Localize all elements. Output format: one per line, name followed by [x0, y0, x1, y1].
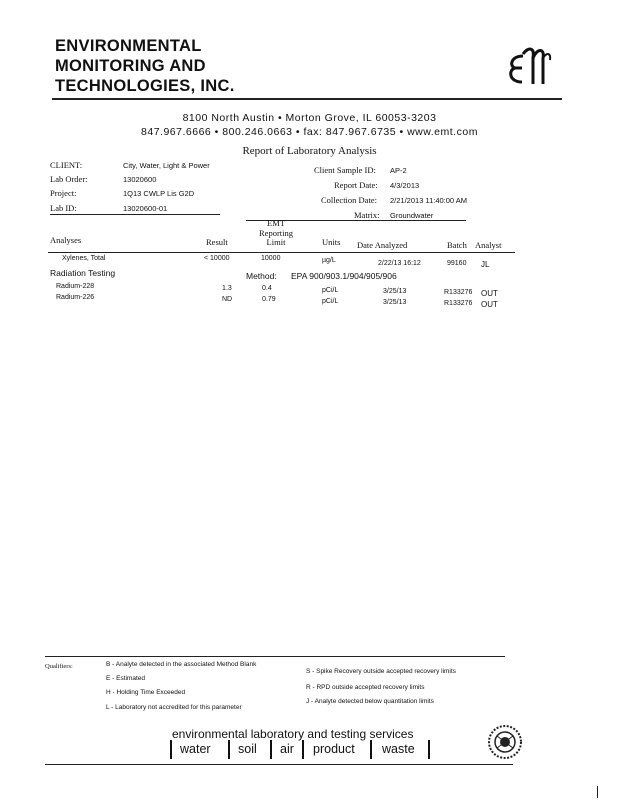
tab-divider — [170, 740, 172, 759]
footer-tab-air: air — [280, 742, 294, 756]
project-label: Project: — [50, 188, 77, 198]
col-header-limit-line-3: Limit — [266, 237, 286, 247]
col-header-analyst: Analyst — [475, 240, 502, 250]
lab-id-value: 13020600-01 — [123, 204, 168, 213]
footer-tagline: environmental laboratory and testing services — [172, 727, 414, 741]
lab-order-value: 13020600 — [123, 175, 157, 184]
qualifier-item: S - Spike Recovery outside accepted recovery limits — [306, 668, 456, 675]
row-units: pCi/L — [322, 298, 339, 305]
company-address: 8100 North Austin • Morton Grove, IL 60053-3203 — [182, 112, 437, 124]
row-analyst: JL — [481, 260, 490, 269]
row-units: pCi/L — [322, 287, 339, 294]
row-units: µg/L — [322, 257, 336, 264]
footer-tab-soil: soil — [238, 742, 257, 756]
table-row — [0, 255, 619, 267]
qualifier-item: H - Holding Time Exceeded — [106, 689, 186, 696]
row-analyst: OUT — [481, 289, 498, 298]
report-date-value: 4/3/2013 — [390, 181, 420, 190]
tab-divider — [302, 740, 304, 759]
row-name: Radium-226 — [56, 294, 95, 301]
matrix-value: Groundwater — [390, 211, 434, 220]
footer-tab-water: water — [180, 742, 211, 756]
tab-divider — [428, 740, 430, 759]
tab-divider — [270, 740, 272, 759]
section-heading: Radiation Testing — [50, 268, 116, 278]
header-rule — [52, 98, 562, 100]
row-result: 1.3 — [222, 285, 232, 292]
row-result: < 10000 — [204, 255, 230, 262]
client-value: City, Water, Light & Power — [123, 161, 210, 170]
col-header-units: Units — [322, 237, 341, 247]
emt-logo — [505, 44, 555, 92]
footer-rule — [45, 764, 513, 765]
lab-seal-icon — [487, 724, 523, 760]
qualifiers-rule — [45, 656, 505, 657]
lab-id-underline — [50, 214, 220, 215]
collection-date-value: 2/21/2013 11:40:00 AM — [390, 196, 468, 205]
row-date: 3/25/13 — [383, 288, 407, 295]
collection-date-label: Collection Date: — [321, 195, 377, 205]
row-limit: 10000 — [261, 255, 281, 262]
col-header-limit — [256, 219, 296, 248]
method-value: EPA 900/903.1/904/905/906 — [291, 271, 397, 281]
qualifier-item: J - Analyte detected below quantitation limits — [306, 698, 434, 705]
row-name: Radium-228 — [56, 283, 95, 290]
table-header-rule — [48, 252, 515, 253]
col-header-limit-line-2: Reporting — [259, 227, 293, 238]
report-title: Report of Laboratory Analysis — [242, 145, 377, 157]
company-name-line-2: MONITORING AND — [55, 57, 206, 75]
qualifier-item: R - RPD outside accepted recovery limits — [306, 684, 425, 691]
tab-divider — [370, 740, 372, 759]
method-label: Method: — [246, 271, 277, 281]
qualifiers-label: Qualifiers: — [45, 663, 73, 670]
col-header-date: Date Analyzed — [357, 240, 408, 250]
qualifier-item: E - Estimated — [106, 675, 146, 682]
qualifier-item: B - Analyte detected in the associated Method Blank — [106, 661, 257, 668]
company-phone: 847.967.6666 • 800.246.0663 • fax: 847.967.6735 • www.emt.com — [141, 126, 478, 138]
row-result: ND — [222, 296, 233, 303]
row-limit: 0.79 — [262, 296, 276, 303]
row-analyst: OUT — [481, 300, 498, 309]
report-date-label: Report Date: — [334, 180, 378, 190]
row-limit: 0.4 — [262, 285, 272, 292]
table-row — [0, 294, 619, 309]
row-date: 3/25/13 — [383, 299, 407, 306]
matrix-label: Matrix: — [354, 210, 380, 220]
scan-mark — [597, 786, 598, 798]
client-label: CLIENT: — [50, 160, 83, 170]
company-name-line-3: TECHNOLOGIES, INC. — [55, 77, 235, 95]
client-sample-label: Client Sample ID: — [314, 165, 376, 175]
tab-divider — [228, 740, 230, 759]
emt-logo-icon — [505, 44, 555, 92]
client-sample-value: AP-2 — [390, 166, 407, 175]
lab-id-label: Lab ID: — [50, 203, 77, 213]
company-name — [55, 36, 235, 96]
row-date: 2/22/13 16:12 — [378, 260, 421, 267]
footer-tab-waste: waste — [382, 742, 415, 756]
col-header-analyses: Analyses — [50, 235, 82, 245]
project-value: 1Q13 CWLP Lis G2D — [123, 189, 195, 198]
row-batch: 99160 — [447, 260, 467, 267]
lab-order-label: Lab Order: — [50, 174, 88, 184]
row-name: Xylenes, Total — [62, 255, 106, 262]
qualifier-item: L - Laboratory not accredited for this parameter — [106, 704, 242, 711]
col-header-batch: Batch — [447, 240, 467, 250]
company-name-line-1: ENVIRONMENTAL — [55, 37, 202, 55]
col-header-result: Result — [206, 237, 228, 247]
row-batch: R133276 — [444, 300, 473, 307]
footer-tab-product: product — [313, 742, 355, 756]
row-batch: R133276 — [444, 289, 473, 296]
col-header-limit-line-1: EMT — [267, 218, 285, 228]
